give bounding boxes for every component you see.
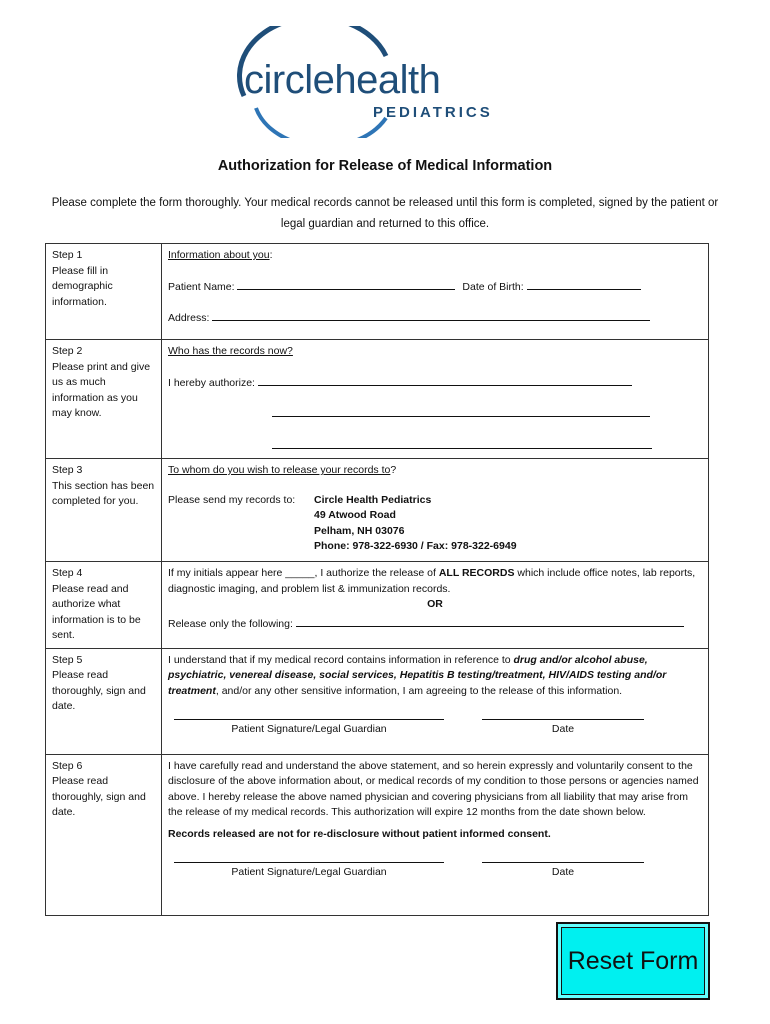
patient-name-label: Patient Name: xyxy=(168,280,235,293)
step-label: Step 5 xyxy=(52,653,83,666)
date-label: Date xyxy=(551,866,575,878)
heading-question-mark: ? xyxy=(390,464,397,476)
step-cell xyxy=(46,754,162,915)
step-description: Please read thoroughly, sign and date. xyxy=(52,775,146,818)
step-content xyxy=(162,754,709,915)
all-records-text-pre: If my initials appear here _____, I authorize the release of xyxy=(168,567,439,579)
sensitive-info-emphasis: drug and/or alcohol abuse, psychiatric, venereal disease, social services, Hepatitis B testing/treatment, HIV/AIDS testing and/or treatment xyxy=(168,653,667,697)
authorization-form-table xyxy=(45,243,709,916)
form-intro: Please complete the form thoroughly. Your medical records cannot be released until this form is completed, signed by the patient or legal guardian and returned to this office. xyxy=(51,197,719,230)
reset-form-button[interactable]: Reset Form xyxy=(556,922,710,1000)
dob-field[interactable] xyxy=(527,278,641,290)
release-only-label: Release only the following: xyxy=(168,617,293,630)
step-row xyxy=(46,648,709,754)
recipient-street: 49 Atwood Road xyxy=(314,509,396,521)
step-content xyxy=(162,459,709,562)
section-heading: Information about you xyxy=(168,249,270,261)
step-label: Step 2 xyxy=(52,345,83,357)
step-description: Please read and authorize what information is to be sent. xyxy=(52,582,141,641)
address-label: Address: xyxy=(168,312,210,324)
date-label: Date xyxy=(551,723,575,735)
authorize-label: I hereby authorize: xyxy=(168,376,255,389)
step-description: Please fill in demographic information. xyxy=(52,264,113,308)
authorize-field-1[interactable] xyxy=(258,374,632,386)
heading-colon: : xyxy=(269,249,273,261)
authorize-field-2[interactable] xyxy=(272,405,650,417)
section-heading: Who has the records now? xyxy=(168,345,293,357)
logo-subtitle: PEDIATRICS xyxy=(373,104,493,121)
step-content xyxy=(162,244,709,340)
sensitive-info-text-pre: I understand that if my medical record contains information in reference to xyxy=(168,653,514,666)
consent-statement: I have carefully read and understand the above statement, and so herein expressly and voluntarily consent to the disclosure of the above information about, or medical records of my condition to those persons or agencies named above. I hereby release the above named physician and covering physicians from all liability that may arise from the release of my medical records. This authorization will expire 12 months from the date shown below. xyxy=(168,759,699,818)
step-label: Step 4 xyxy=(52,567,83,579)
release-only-field[interactable] xyxy=(296,615,684,627)
signature-field[interactable] xyxy=(174,719,444,720)
authorize-field-3[interactable] xyxy=(272,437,652,449)
logo-wordmark: circlehealth xyxy=(244,58,441,102)
step-label: Step 1 xyxy=(52,249,83,261)
circlehealth-logo xyxy=(236,26,536,138)
step-cell xyxy=(46,244,162,340)
step-cell xyxy=(46,562,162,649)
form-title: Authorization for Release of Medical Information xyxy=(217,158,553,174)
signature-field[interactable] xyxy=(174,862,444,863)
step-label: Step 3 xyxy=(52,464,83,476)
or-separator: OR xyxy=(427,598,443,610)
date-field[interactable] xyxy=(482,719,644,720)
step-cell xyxy=(46,340,162,459)
step-row xyxy=(46,340,709,459)
step-row xyxy=(46,562,709,649)
step-row xyxy=(46,459,709,562)
all-records-text-post: which include office notes, lab reports, diagnostic imaging, and problem list & immunization records. xyxy=(168,567,696,595)
step-cell xyxy=(46,459,162,562)
all-records-bold: ALL RECORDS xyxy=(438,567,515,579)
signature-label: Patient Signature/Legal Guardian xyxy=(231,723,387,735)
recipient-city: Pelham, NH 03076 xyxy=(314,524,405,537)
section-heading: To whom do you wish to release your records to xyxy=(168,464,391,476)
step-description: This section has been completed for you. xyxy=(52,479,155,507)
redisclosure-note: Records released are not for re-disclosure without patient informed consent. xyxy=(168,827,551,840)
sensitive-info-text-post: , and/or any other sensitive information, I am agreeing to the release of this information. xyxy=(215,684,623,697)
step-content xyxy=(162,562,709,649)
send-records-label: Please send my records to: xyxy=(168,493,296,506)
recipient-phone-fax: Phone: 978-322-6930 / Fax: 978-322-6949 xyxy=(314,540,517,552)
recipient-name: Circle Health Pediatrics xyxy=(314,493,432,506)
step-description: Please read thoroughly, sign and date. xyxy=(52,669,146,712)
step-content xyxy=(162,340,709,459)
date-field[interactable] xyxy=(482,862,644,863)
patient-name-field[interactable] xyxy=(237,278,455,290)
step-content xyxy=(162,648,709,754)
dob-label: Date of Birth: xyxy=(462,280,524,293)
step-description: Please print and give us as much information as you may know. xyxy=(52,360,151,419)
step-cell xyxy=(46,648,162,754)
signature-label: Patient Signature/Legal Guardian xyxy=(231,866,387,878)
step-label: Step 6 xyxy=(52,759,83,772)
address-field[interactable] xyxy=(212,309,650,321)
step-row xyxy=(46,754,709,915)
step-row xyxy=(46,244,709,340)
